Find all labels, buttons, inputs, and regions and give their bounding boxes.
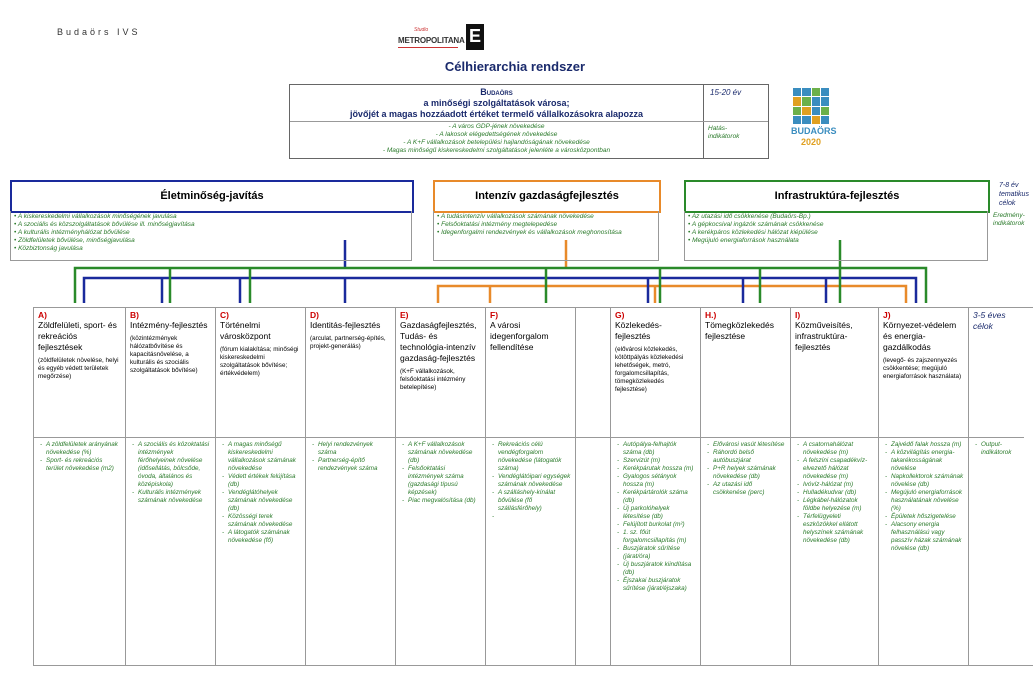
goal-item: - A közvilágítás energia-takarékosságának növelése [891,449,964,473]
column-g-header: G) Közlekedés-fejlesztés (elővárosi közlekedés, kötöttpályás közlekedési lehetőségek, metró, forgalomcsillapítás, tömegközlekedés fejlesztése) [610,307,700,437]
pillar-goal: A szociális és közszolgáltatások bővülése ill. minőségjavítása [17,221,195,228]
pillar-goal: A tudásintenzív vállalkozások számának növekedése [440,213,594,220]
goal-item: - Sport- és rekreációs terület növekedése (m2) [46,457,121,473]
column-right-header [968,307,1024,437]
brand-label: Budaörs IVS [57,27,141,37]
column-d-goals [305,437,395,665]
column-title: A városi idegenforgalom fellendítése [490,320,549,352]
column-e-header: E) Gazdaságfejlesztés, Tudás- és technológia-intenzív gazdaság-fejlesztés (K+F vállalkozások, felsőoktatási intézmény betelepítése) [395,307,485,437]
goal-item: - Szervizút (m) [623,457,696,465]
column-h-header: H.) Tömegközlekedés fejlesztése [700,307,790,437]
goal-item: - Elővárosi vasút létesítése [713,441,786,449]
column-a-goals [33,437,125,665]
column-h-goals [700,437,790,665]
goal-item: - Buszjáratok sűrítése (járat/óra) [623,545,696,561]
column-title: Identitás-fejlesztés [310,320,381,330]
goal-item: - A látogatók számának növekedése (fő) [228,529,301,545]
pillar-goal: Zöldfelületek bővülése, minőségjavulása [18,237,135,244]
goal-item: - Partnerség-építő rendezvények száma [318,457,391,473]
goal-item: - Kerékpárutak hossza (m) [623,465,696,473]
vision-goal: - A város GDP-jének növekedése [448,123,545,130]
goal-item: - Autópálya-felhajtók száma (db) [623,441,696,457]
column-j-header: J) Környezet-védelem és energia-gazdálkodás (levegő- és zajszennyezés csökkentése; megújuló energiaforrások használata) [878,307,968,437]
pillar-goals-infrastructure: • Az utazási idő csökkenése (Budaörs-Bp.) • A gépkocsival ingázók számának csökkenése • A kerékpáros közlekedési hálózat kiépülése • Megújuló energiaforrások használata [684,211,988,261]
goal-item: - Térfelügyeleti eszközökkel ellátott helyszínek számának növekedése (db) [803,513,874,545]
goal-item: - Megújuló energiaforrások használatának növelése (%) [891,489,964,513]
pillar-economic-development: Intenzív gazdaságfejlesztés [433,180,661,213]
pillar-goal: Közbiztonság javulása [18,245,83,252]
pillar-goals-economy: • A tudásintenzív vállalkozások számának növekedése • Felsőoktatási intézmény megtelepedése • Idegenforgalmi rendezvények és vállalkozások meghonosítása [433,211,659,261]
column-desc: (fórum kialakítása; minőségi kiskereskedelmi szolgáltatások bővítése; értékvédelem) [220,346,299,377]
pillar-infrastructure: Infrastruktúra-fejlesztés [684,180,990,213]
pillar-goal: Felsőoktatási intézmény megtelepedése [441,221,558,228]
vision-city: Budaörs [480,87,513,97]
studio-small-label: Studio [414,27,429,33]
vision-goal: - Magas minőségű kiskereskedelmi szolgáltatások jelenléte a városközpontban [382,147,611,154]
column-desc: (arculat, partnerség-építés, projekt-generálás) [310,335,386,350]
goal-item: - Vendéglátóhelyek számának növekedése (db) [228,489,301,513]
column-g-goals [610,437,700,665]
goal-item: - Hulladékudvar (db) [803,489,874,497]
pillar-goal: A gépkocsival ingázók számának csökkenése [691,221,824,228]
column-spacer [575,437,610,665]
goal-item: - Zajvédő falak hossza (m) [891,441,964,449]
goal-item: - Rekreációs célú vendégforgalom növekedése (látogatók száma) [498,441,571,473]
goal-item: - A felszíni csapadékvíz-elvezető hálózat növekedése (m) [803,457,874,481]
column-d-header: D) Identitás-fejlesztés (arculat, partnerség-építés, projekt-generálás) [305,307,395,437]
short-term-goals-label: 3-5 éves célok [973,310,1006,331]
goal-item: - P+R helyek számának növekedése (db) [713,465,786,481]
goal-item: - Közösségi terek számának növekedése [228,513,301,529]
goal-item: - Ivóvíz-hálózat (m) [803,481,874,489]
goal-item: - A K+F vállalkozások számának növekedése (db) [408,441,481,465]
pillar-quality-of-life: Életminőség-javítás [10,180,414,213]
output-indicators-label: - Output-indikátorok [981,441,1020,457]
column-f-header: F) A városi idegenforgalom fellendítése [485,307,575,437]
goal-item: - Napkollektorok számának növelése (db) [891,473,964,489]
pillar-goals-quality: • A kiskereskedelmi vállalkozások minőségének javulása • A szociális és közszolgáltatások bővülése ill. minőségjavítása • A kulturális intézményhálózat bővülése • Zöldfelületek bővülése, minőségjavulása • Közbiztonság javulása [10,211,412,261]
goal-item: - 1. sz. főút forgalomcsillapítás (m) [623,529,696,545]
goal-item: - Kerékpártárolók száma (db) [623,489,696,505]
pillar-goal: Megújuló energiaforrások használata [692,237,799,244]
logo-year: 2020 [800,137,822,147]
vision-line-3: jövőjét a magas hozzáadott értéket termelő vállalkozásokra alapozza [349,109,644,119]
column-desc: (levegő- és zajszennyezés csökkentése; megújuló energiaforrások használata) [883,357,962,380]
pillar-goal: Az utazási idő csökkenése (Budaörs-Bp.) [691,213,811,220]
column-desc: (elővárosi közlekedés, kötöttpályás közlekedési lehetőségek, metró, forgalomcsillapítás, tömegközlekedés fejlesztése) [615,346,684,393]
column-title: Zöldfelületi, sport- és rekreációs fejlesztések [38,320,117,352]
goal-item: - A szociális és közoktatási intézmények férőhelyeinek növelése (idősellátás, bölcsőde, óvoda, általános és középiskola) [138,441,211,489]
column-c-goals [215,437,305,665]
goal-item: - Az utazási idő csökkenése (perc) [713,481,786,497]
column-title: Tömegközlekedés fejlesztése [705,320,774,341]
goal-item: - A magas minőségű kiskereskedelmi vállalkozások számának növekedése [228,441,301,473]
column-b-goals [125,437,215,665]
column-title: Történelmi városközpont [220,320,271,341]
e-logo: E [466,24,484,50]
pillar-goal: A kiskereskedelmi vállalkozások minőségének javulása [17,213,177,220]
goal-item: - A szálláshely-kínálat bővülése (fő szállásférőhely) [498,489,571,513]
goal-item: - Felújított burkolat (m²) [623,521,696,529]
vision-years: 15-20 év [710,88,742,97]
goal-item: - Védett értékek felújítása (db) [228,473,301,489]
impact-indicators-label: Hatás-indikátorok [708,125,740,140]
grid-bottom-border [33,665,1033,666]
side-years-label: 7-8 év tematikus célok [999,182,1029,207]
column-c-header: C) Történelmi városközpont (fórum kialakítása; minőségi kiskereskedelmi szolgáltatások bővítése; értékvédelem) [215,307,305,437]
goal-item: - A csatornahálózat növekedése (m) [803,441,874,457]
column-i-goals [790,437,878,665]
goal-item: - Felsőoktatási intézmények száma (gazdasági típusú képzések) [408,465,481,497]
vision-goal: - A K+F vállalkozások betelepülési hajlandóságának növekedése [403,139,590,146]
goal-item: - Új parkolóhelyek létesítése (db) [623,505,696,521]
column-desc: (közintézmények hálózatbővítése és kapacitásnövelése, a kulturális és szociális szolgáltatások bővítése) [130,335,198,374]
column-a-header: A) Zöldfelületi, sport- és rekreációs fejlesztések (zöldfelületek növelése, helyi és egyéb védett területek megőrzése) [33,307,125,437]
goal-item: - Alacsony energia felhasználású vagy passzív házak számának növelése (db) [891,521,964,553]
vision-line-2: a minőségi szolgáltatások városa; [423,98,570,108]
goal-item: - Kulturális intézmények számának növekedése [138,489,211,505]
column-e-goals [395,437,485,665]
goal-item: - Éjszakai buszjáratok sűrítése (járat/éjszaka) [623,577,696,593]
logo-name: BUDAÖRS [791,126,837,136]
column-title: Gazdaságfejlesztés, Tudás- és technológia-intenzív gazdaság-fejlesztés [400,320,477,363]
goal-item: - Légkábel-hálózatok földbe helyezése (m) [803,497,874,513]
side-indicators-label: Eredmény- indikátorok [993,212,1025,227]
column-right-indicators [968,437,1024,665]
goal-item: - A zöldfelületek arányának növekedése (%) [46,441,121,457]
studio-name-label: METROPOLITANA [398,36,465,45]
pillar-goal: Idegenforgalmi rendezvények és vállalkozások meghonosítása [441,229,622,236]
goal-item: - Új buszjáratok kiindítása (db) [623,561,696,577]
goal-item: - Épületek hőszigetelése [891,513,964,521]
column-desc: (K+F vállalkozások, felsőoktatási intézmény betelepítése) [400,368,466,391]
column-f-goals [485,437,575,665]
goal-item: - Ráhordó belső autóbuszjárat [713,449,786,465]
goal-item: - Vendéglátóipari egységek számának növekedése [498,473,571,489]
pillar-goal: A kerékpáros közlekedési hálózat kiépülése [691,229,818,236]
column-desc: (zöldfelületek növelése, helyi és egyéb védett területek megőrzése) [38,357,119,380]
column-title: Környezet-védelem és energia-gazdálkodás [883,320,957,352]
column-title: Közlekedés-fejlesztés [615,320,662,341]
goal-item: - Gyalogos sétányok hossza (m) [623,473,696,489]
goal-item: - Helyi rendezvények száma [318,441,391,457]
column-i-header: I) Közműveisítés, infrastruktúra-fejlesztés [790,307,878,437]
pillar-goal: A kulturális intézményhálózat bővülése [17,229,130,236]
page-title: Célhierarchia rendszer [444,59,586,74]
vision-goal: - A lakosok elégedettségének növekedése [435,131,558,138]
column-b-header: B) Intézmény-fejlesztés (közintézmények hálózatbővítése és kapacitásnövelése, a kulturális és szociális szolgáltatások bővítése) [125,307,215,437]
column-title: Intézmény-fejlesztés [130,320,208,330]
column-spacer [575,307,610,437]
column-title: Közműveisítés, infrastruktúra-fejlesztés [795,320,853,352]
column-j-goals [878,437,968,665]
goal-item: - Piac megvalósítása (db) [408,497,481,505]
